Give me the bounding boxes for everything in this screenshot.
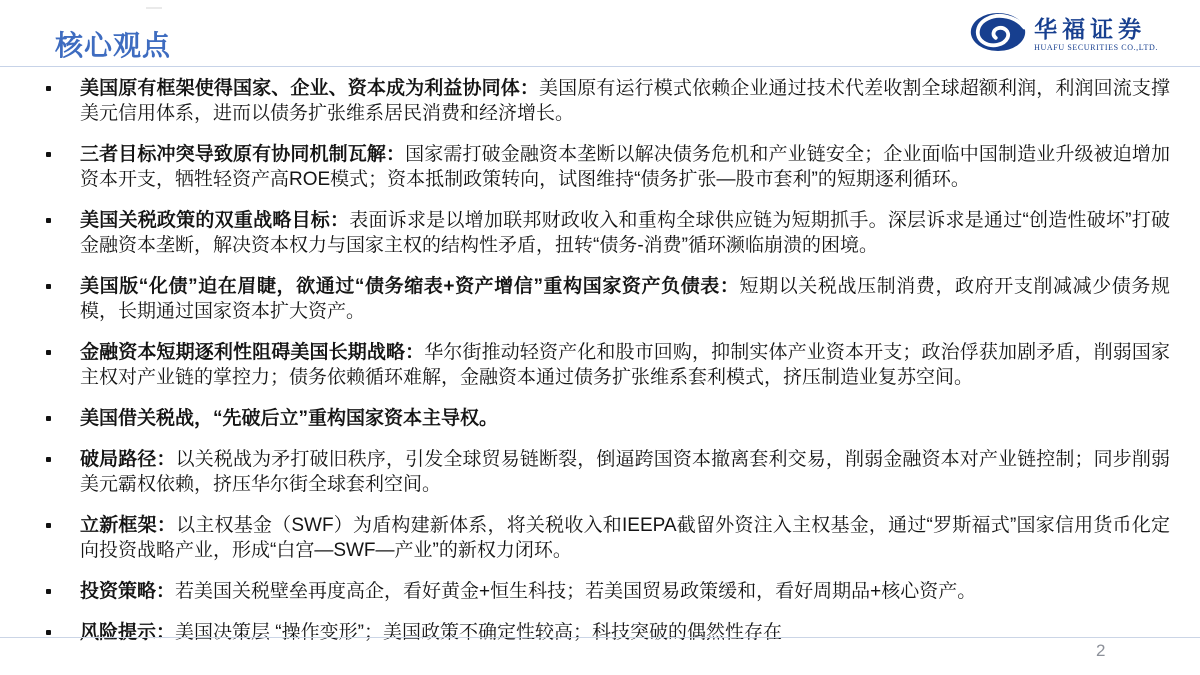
logo-name-cn: 华福证券 [1034,16,1147,42]
bullet-lead: 美国关税政策的双重战略目标： [80,210,350,231]
footer-divider [0,637,1200,638]
bullet-lead: 美国原有框架使得国家、企业、资本成为利益协同体： [80,78,539,99]
bullet-lead: 美国版“化债”迫在眉睫，欲通过“债务缩表+资产增信”重构国家资产负债表： [80,276,740,297]
bullet-marker-icon [46,86,51,91]
bullet-marker-icon [46,152,51,157]
bullet-item-10 [44,620,1170,645]
logo-name-en: HUAFU SECURITIES CO.,LTD. [1034,42,1158,52]
bullet-marker-icon [46,523,51,528]
bullet-body: 以关税战为矛打破旧秩序，引发全球贸易链断裂，倒逼跨国资本撤离套利交易，削弱金融资本对产业链控制；同步削弱美元霸权依赖，挤压华尔街全球套利空间。 [80,449,1170,495]
bullet-lead: 风险提示： [80,622,176,643]
bullet-marker-icon [46,284,51,289]
logo-text [1034,18,1158,52]
bullet-body: 以主权基金（SWF）为盾构建新体系，将关税收入和IEEPA截留外资注入主权基金，通过“罗斯福式”国家信用货币化定向投资战略产业，形成“白宫—SWF—产业”的新权力闭环。 [80,515,1170,561]
bullet-marker-icon [46,350,51,355]
bullet-item-6 [44,406,1170,431]
company-logo [969,10,1158,59]
bullet-marker-icon [46,589,51,594]
bullet-marker-icon [46,630,51,635]
huafu-logo-icon [969,10,1027,59]
bullet-item-2 [44,142,1170,192]
page-number: 2 [1096,641,1106,660]
bullet-lead: 投资策略： [80,581,176,602]
header-divider [0,66,1200,67]
bullet-list [44,76,1170,661]
bullet-item-5 [44,340,1170,390]
bullet-body: 美国决策层 “操作变形”；美国政策不确定性较高；科技突破的偶然性存在 [175,622,782,643]
bullet-body: 短期以关税战压制消费，政府开支削减减少债务规模，长期通过国家资本扩大资产。 [80,276,1170,322]
bullet-lead: 立新框架： [80,515,177,536]
bullet-item-1 [44,76,1170,126]
bullet-body: 美国原有运行模式依赖企业通过技术代差收割全球超额利润，利润回流支撑美元信用体系，进而以债务扩张维系居民消费和经济增长。 [80,78,1170,124]
bullet-marker-icon [46,218,51,223]
bullet-item-3 [44,208,1170,258]
bullet-body: 表面诉求是以增加联邦财政收入和重构全球供应链为短期抓手。深层诉求是通过“创造性破坏”打破金融资本垄断，解决资本权力与国家主权的结构性矛盾，扭转“债务-消费”循环濒临崩溃的困境。 [80,210,1170,256]
bullet-item-9 [44,579,1170,604]
bullet-marker-icon [46,457,51,462]
bullet-lead: 金融资本短期逐利性阻碍美国长期战略： [80,342,425,363]
page-title: 核心观点 [55,30,172,61]
bullet-lead: 三者目标冲突导致原有协同机制瓦解： [80,144,406,165]
bullet-item-4 [44,274,1170,324]
bullet-item-7 [44,447,1170,497]
bullet-item-8 [44,513,1170,563]
bullet-body: 国家需打破金融资本垄断以解决债务危机和产业链安全；企业面临中国制造业升级被迫增加资本开支，牺牲轻资产高ROE模式；资本抵制政策转向，试图维持“债务扩张—股市套利”的短期逐利循环。 [80,144,1170,190]
bullet-lead: 美国借关税战，“先破后立”重构国家资本主导权。 [80,408,499,429]
faint-smudge [146,7,162,9]
bullet-lead: 破局路径： [80,449,176,470]
bullet-body: 华尔街推动轻资产化和股市回购，抑制实体产业资本开支；政治俘获加剧矛盾，削弱国家主权对产业链的掌控力；债务依赖循环难解，金融资本通过债务扩张维系套利模式，挤压制造业复苏空间。 [80,342,1170,388]
bullet-body: 若美国关税壁垒再度高企，看好黄金+恒生科技；若美国贸易政策缓和，看好周期品+核心资产。 [175,581,977,602]
bullet-marker-icon [46,416,51,421]
